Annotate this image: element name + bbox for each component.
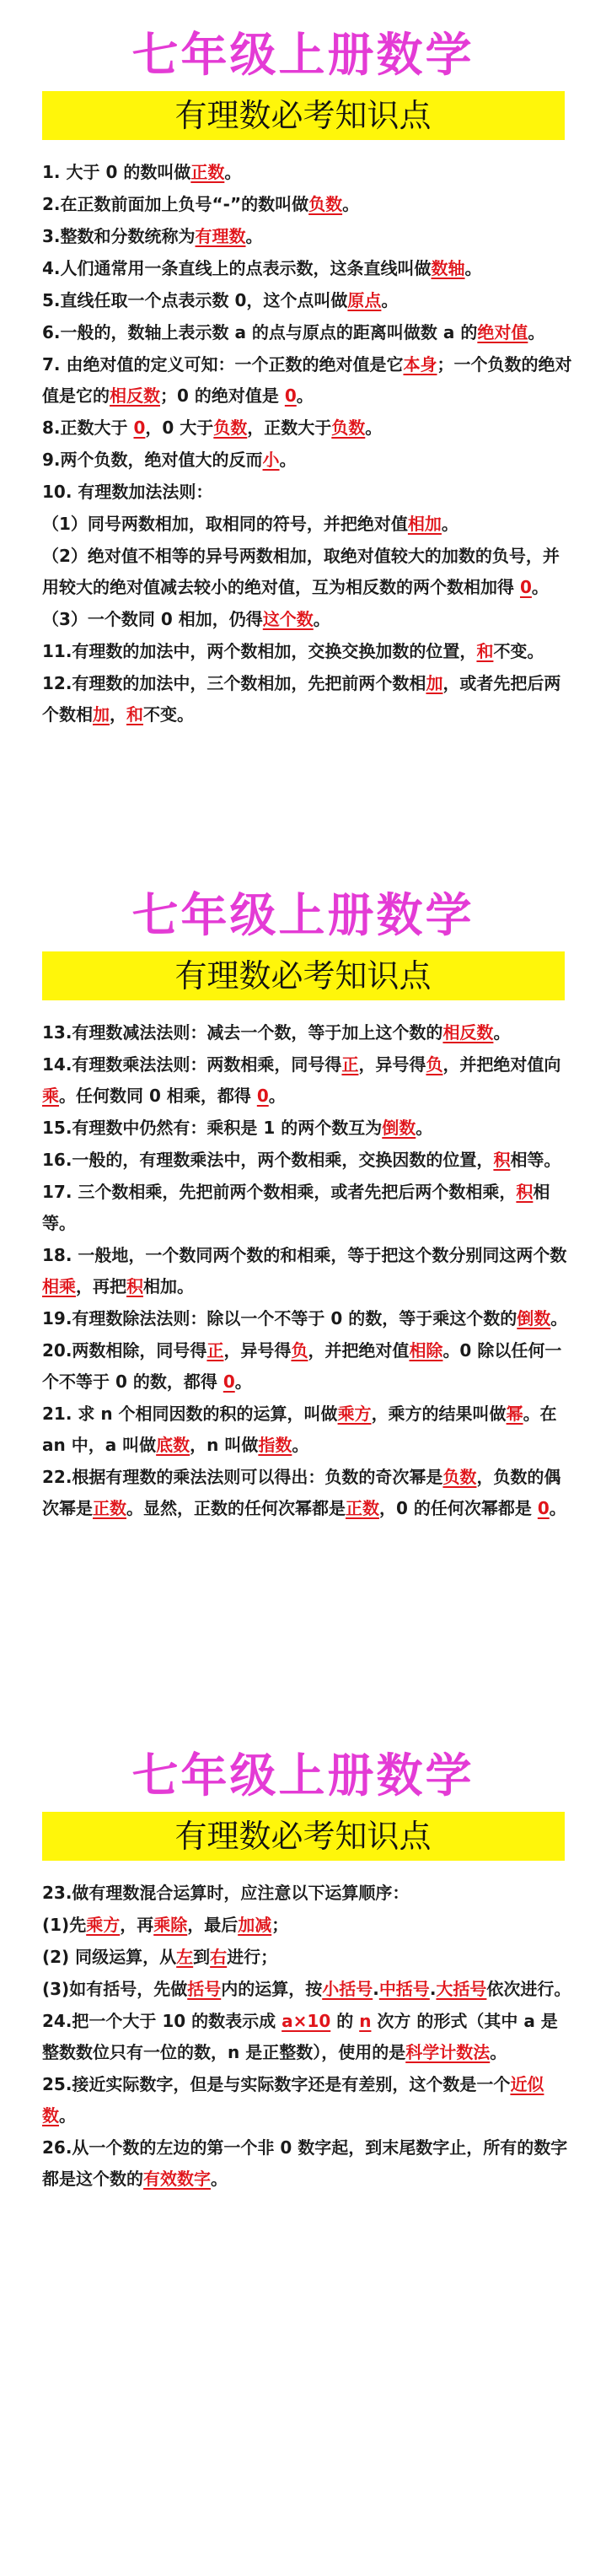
- text-segment: 。: [245, 226, 263, 246]
- highlight-term: 相除: [409, 1340, 443, 1361]
- text-segment: （3）一个数同 0 相加，仍得: [42, 609, 263, 629]
- text-segment: 26.从一个数的左边的第一个非 0 数字起，到末尾数字止，所有的数字都是这个数的: [42, 2137, 568, 2189]
- highlight-term: 相乘: [42, 1276, 76, 1296]
- list-item: [42, 221, 573, 252]
- highlight-term: 正: [206, 1340, 224, 1361]
- highlight-term: 本身: [403, 354, 437, 375]
- text-segment: 。: [549, 1498, 566, 1518]
- highlight-term: 相反数: [110, 385, 160, 406]
- text-segment: ，异号得: [358, 1054, 426, 1075]
- text-segment: 。: [490, 2042, 507, 2062]
- highlight-term: 有效数字: [143, 2169, 211, 2189]
- text-segment: 进行；: [227, 1947, 278, 1967]
- text-segment: 。显然，正数的任何次幂都是: [126, 1498, 346, 1518]
- text-segment: 6.一般的，数轴上表示数 a 的点与原点的距离叫做数 a 的: [42, 322, 478, 342]
- list-item: [42, 253, 573, 284]
- text-segment: 19.有理数除法法则：除以一个不等于 0 的数，等于乘这个数的: [42, 1308, 518, 1328]
- list-item: [42, 1878, 573, 1909]
- list-item: [42, 445, 573, 476]
- highlight-term: 大括号: [436, 1979, 487, 1999]
- text-segment: ，异号得: [223, 1340, 292, 1361]
- text-segment: 不变。: [143, 704, 194, 725]
- text-segment: 23.做有理数混合运算时，应注意以下运算顺序：: [42, 1883, 410, 1903]
- highlight-term: 负数: [442, 1467, 477, 1487]
- text-segment: (1)先: [42, 1915, 87, 1935]
- highlight-term: n: [359, 2011, 372, 2031]
- highlight-term: 0: [537, 1498, 550, 1518]
- highlight-term: 负: [291, 1340, 308, 1361]
- highlight-term: 倒数: [382, 1118, 416, 1138]
- text-segment: 到: [193, 1947, 211, 1967]
- text-segment: ；: [271, 1915, 289, 1935]
- highlight-term: 科学计数法: [405, 2042, 491, 2062]
- highlight-term: 相加: [407, 514, 442, 534]
- text-segment: 9.两个负数，绝对值大的反而: [42, 450, 263, 470]
- highlight-term: 正数: [346, 1498, 379, 1518]
- text-segment: 。任何数同 0 相乘，都得: [59, 1086, 257, 1106]
- text-segment: 。: [416, 1118, 433, 1138]
- text-segment: ，: [110, 704, 126, 725]
- text-segment: 1. 大于 0 的数叫做: [42, 162, 191, 182]
- text-segment: 21. 求 n 个相同因数的积的运算，叫做: [42, 1404, 338, 1424]
- text-segment: ，最后: [187, 1915, 239, 1935]
- text-segment: 5.直线任取一个点表示数 0，这个点叫做: [42, 290, 348, 310]
- text-segment: ，并把绝对值: [308, 1340, 410, 1361]
- highlight-term: 负数: [213, 418, 248, 438]
- list-item: [42, 2132, 573, 2195]
- text-segment: 内的运算，按: [221, 1979, 323, 1999]
- list-item: [42, 477, 573, 508]
- highlight-term: 乘方: [86, 1915, 121, 1935]
- list-item: [42, 317, 573, 348]
- highlight-term: 括号: [187, 1979, 222, 1999]
- list-item: [42, 1910, 573, 1941]
- highlight-term: 负数: [331, 418, 366, 438]
- list-item: [42, 1177, 573, 1239]
- text-segment: 。: [365, 418, 383, 438]
- highlight-term: 小括号: [322, 1979, 373, 1999]
- text-segment: 13.有理数减法法则：减去一个数，等于加上这个数的: [42, 1022, 443, 1043]
- text-segment: 3.整数和分数统称为: [42, 226, 196, 246]
- highlight-term: 这个数: [262, 609, 314, 629]
- page-title: 七年级上册数学: [131, 27, 475, 82]
- list-item: [42, 636, 573, 667]
- text-segment: 25.接近实际数字，但是与实际数字还是有差别，这个数是一个: [42, 2074, 511, 2094]
- section-1: [0, 25, 606, 731]
- highlight-term: 中括号: [378, 1979, 430, 1999]
- highlight-term: 和: [476, 641, 494, 661]
- text-segment: 14.有理数乘法法则：两数相乘，同号得: [42, 1054, 342, 1075]
- list-item: [42, 157, 573, 188]
- highlight-term: 绝对值: [477, 322, 528, 342]
- highlight-term: 有理数: [195, 226, 246, 246]
- highlight-term: 加: [93, 704, 110, 725]
- list-item: [42, 668, 573, 730]
- text-segment: 。: [279, 450, 297, 470]
- text-segment: .: [429, 1979, 437, 1999]
- text-segment: 。: [313, 609, 330, 629]
- text-segment: 。: [381, 290, 399, 310]
- list-item: [42, 1398, 573, 1461]
- text-segment: 12.有理数的加法中，三个数相加，先把前两个数相: [42, 673, 426, 693]
- text-segment: 。: [296, 385, 314, 406]
- list-item: [42, 1974, 573, 2005]
- text-segment: 。: [224, 162, 242, 182]
- text-segment: 。: [211, 2169, 228, 2189]
- highlight-term: 正: [341, 1054, 359, 1075]
- highlight-term: 加: [426, 673, 443, 693]
- text-segment: 。: [464, 258, 482, 278]
- knowledge-list: [42, 157, 573, 730]
- text-segment: 20.两数相除，同号得: [42, 1340, 207, 1361]
- highlight-term: 负: [426, 1054, 443, 1075]
- list-item: [42, 604, 573, 635]
- banner: 有理数必考知识点: [42, 1812, 565, 1861]
- list-item: [42, 2069, 573, 2131]
- highlight-term: 指数: [258, 1435, 292, 1455]
- banner: 有理数必考知识点: [42, 91, 565, 140]
- text-segment: 。: [234, 1372, 252, 1392]
- text-segment: ，或者先把后两个数相: [42, 673, 561, 725]
- text-segment: （2）绝对值不相等的异号两数相加，取绝对值较大的加数的负号，并用较大的绝对值减去较小的绝对值，互为相反数的两个数相加得: [42, 546, 560, 597]
- text-segment: ，0 大于: [145, 418, 214, 438]
- text-segment: 相等。: [510, 1150, 561, 1170]
- list-item: [42, 1335, 573, 1398]
- text-segment: 相加。: [143, 1276, 194, 1296]
- text-segment: 次方 的形式（其中 a 是整数数位只有一位的数，n 是正整数），使用的是: [42, 2011, 558, 2062]
- text-segment: ，再把: [76, 1276, 126, 1296]
- text-segment: 。0 除以任何一个不等于 0 的数，都得: [42, 1340, 562, 1392]
- list-item: [42, 1240, 573, 1302]
- text-segment: 11.有理数的加法中，两个数相加，交换交换加数的位置，: [42, 641, 477, 661]
- highlight-term: 0: [256, 1086, 269, 1106]
- text-segment: ，0 的任何次幂都是: [379, 1498, 538, 1518]
- list-item: [42, 541, 573, 603]
- text-segment: 。: [528, 322, 545, 342]
- list-item: [42, 1113, 573, 1144]
- highlight-term: 0: [519, 577, 532, 597]
- text-segment: （1）同号两数相加，取相同的符号，并把绝对值: [42, 514, 408, 534]
- highlight-term: 近似数: [42, 2074, 544, 2126]
- text-segment: ；0 的绝对值是: [160, 385, 285, 406]
- highlight-term: 负数: [308, 194, 343, 214]
- highlight-term: 幂: [506, 1404, 523, 1424]
- text-segment: 。在 an 中，a 叫做: [42, 1404, 557, 1455]
- highlight-term: 小: [262, 450, 280, 470]
- list-item: [42, 1049, 573, 1112]
- text-segment: ，n 叫做: [190, 1435, 259, 1455]
- text-segment: 。: [493, 1022, 511, 1043]
- text-segment: .: [373, 1979, 379, 1999]
- text-segment: 依次进行。: [486, 1979, 571, 1999]
- highlight-term: 正数: [190, 162, 225, 182]
- text-segment: ；一个负数的绝对值是它的: [42, 354, 572, 406]
- highlight-term: 加减: [238, 1915, 272, 1935]
- text-segment: 。: [268, 1086, 286, 1106]
- text-segment: ，再: [120, 1915, 154, 1935]
- highlight-term: 0: [133, 418, 146, 438]
- highlight-term: 乘: [42, 1086, 59, 1106]
- section-3: [0, 1746, 606, 2196]
- section-2: [0, 886, 606, 1525]
- highlight-term: 0: [223, 1372, 235, 1392]
- text-segment: ，并把绝对值向: [442, 1054, 561, 1075]
- highlight-term: 乘除: [153, 1915, 188, 1935]
- list-item: [42, 285, 573, 316]
- text-segment: 10. 有理数加法法则：: [42, 482, 213, 502]
- text-segment: (3)如有括号，先做: [42, 1979, 188, 1999]
- highlight-term: 乘方: [337, 1404, 372, 1424]
- text-segment: 8.正数大于: [42, 418, 134, 438]
- highlight-term: 积: [126, 1276, 143, 1296]
- page-title: 七年级上册数学: [131, 887, 475, 942]
- text-segment: 4.人们通常用一条直线上的点表示数，这条直线叫做: [42, 258, 432, 278]
- list-item: [42, 1462, 573, 1524]
- text-segment: 。: [59, 2105, 76, 2126]
- text-segment: 7. 由绝对值的定义可知：一个正数的绝对值是它: [42, 354, 404, 375]
- knowledge-list: [42, 1017, 573, 1524]
- highlight-term: 正数: [93, 1498, 126, 1518]
- text-segment: 。: [292, 1435, 309, 1455]
- text-segment: ，乘方的结果叫做: [371, 1404, 507, 1424]
- banner: 有理数必考知识点: [42, 951, 565, 1000]
- text-segment: 。: [550, 1308, 568, 1328]
- highlight-term: 底数: [156, 1435, 190, 1455]
- highlight-term: 积: [516, 1182, 534, 1202]
- knowledge-list: [42, 1878, 573, 2195]
- text-segment: (2) 同级运算，从: [42, 1947, 177, 1967]
- text-segment: 2.在正数前面加上负号“-”的数叫做: [42, 194, 309, 214]
- text-segment: 17. 三个数相乘，先把前两个数相乘，或者先把后两个数相乘，: [42, 1182, 517, 1202]
- list-item: [42, 189, 573, 220]
- page-title: 七年级上册数学: [131, 1748, 475, 1803]
- text-segment: 。: [342, 194, 360, 214]
- list-item: [42, 1017, 573, 1048]
- highlight-term: 原点: [347, 290, 382, 310]
- text-segment: 的: [330, 2011, 360, 2031]
- highlight-term: 右: [210, 1947, 228, 1967]
- highlight-term: 相反数: [442, 1022, 494, 1043]
- list-item: [42, 1303, 573, 1334]
- highlight-term: 左: [176, 1947, 194, 1967]
- highlight-term: a×10: [282, 2011, 331, 2031]
- list-item: [42, 509, 573, 540]
- text-segment: ，负数的偶次幂是: [42, 1467, 561, 1518]
- list-item: [42, 1145, 573, 1176]
- list-item: [42, 1942, 573, 1973]
- text-segment: 。: [441, 514, 459, 534]
- text-segment: 相等。: [42, 1182, 550, 1233]
- list-item: [42, 412, 573, 444]
- highlight-term: 数轴: [431, 258, 465, 278]
- list-item: [42, 349, 573, 412]
- text-segment: ，正数大于: [247, 418, 332, 438]
- highlight-term: 倒数: [517, 1308, 551, 1328]
- text-segment: 18. 一般地，一个数同两个数的和相乘，等于把这个数分别同这两个数: [42, 1245, 567, 1265]
- text-segment: 22.根据有理数的乘法法则可以得出：负数的奇次幂是: [42, 1467, 443, 1487]
- highlight-term: 0: [284, 385, 297, 406]
- text-segment: 24.把一个大于 10 的数表示成: [42, 2011, 282, 2031]
- highlight-term: 积: [493, 1150, 511, 1170]
- highlight-term: 和: [126, 704, 143, 725]
- text-segment: 16.一般的，有理数乘法中，两个数相乘，交换因数的位置，: [42, 1150, 494, 1170]
- text-segment: 。: [531, 577, 549, 597]
- text-segment: 15.有理数中仍然有：乘积是 1 的两个数互为: [42, 1118, 383, 1138]
- list-item: [42, 2006, 573, 2068]
- text-segment: 不变。: [493, 641, 544, 661]
